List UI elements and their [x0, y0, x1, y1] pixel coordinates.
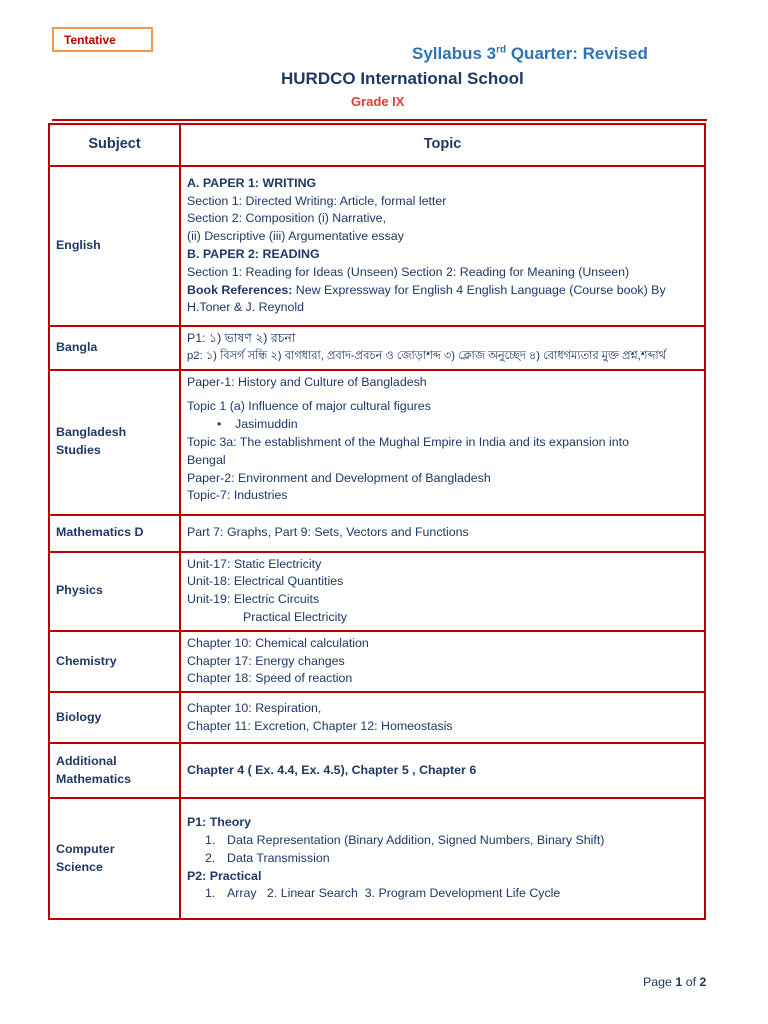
topic-line: Topic 1 (a) Influence of major cultural figures: [187, 399, 431, 414]
item-text: Array 2. Linear Search 3. Program Development Life Cycle: [227, 886, 561, 901]
topic-column-header: Topic: [180, 124, 705, 166]
table-row: [49, 692, 705, 743]
topic-line: Section 1: Directed Writing: Article, formal letter: [187, 193, 447, 208]
topic-biology: [180, 692, 705, 743]
table-row: [49, 743, 705, 798]
item-number: 1.: [205, 886, 216, 901]
topic-line: A. PAPER 1: WRITING: [187, 175, 317, 190]
topic-english: [180, 166, 705, 326]
topic-line: Chapter 18: Speed of reaction: [187, 671, 353, 686]
page-mid: of: [682, 975, 700, 989]
topic-line: B. PAPER 2: READING: [187, 247, 320, 261]
topic-line: Practical Electricity: [243, 609, 347, 624]
topic-chemistry: [180, 631, 705, 692]
subject-line: Bangladesh: [56, 425, 127, 440]
title-prefix: Syllabus 3: [412, 44, 497, 63]
subject-line: Additional: [56, 753, 117, 768]
subject-line: Computer: [56, 841, 115, 856]
topic-line: Chapter 4 ( Ex. 4.4, Ex. 4.5), Chapter 5 , Chapter 6: [187, 762, 477, 777]
subject-line: Studies: [56, 443, 101, 458]
topic-line: Bengal: [187, 452, 226, 467]
subject-english: English: [49, 166, 180, 326]
topic-line: Chapter 10: Chemical calculation: [187, 635, 369, 650]
tentative-badge: Tentative: [52, 27, 153, 52]
topic-line: Chapter 17: Energy changes: [187, 653, 345, 668]
topic-line: Part 7: Graphs, Part 9: Sets, Vectors and Functions: [187, 525, 469, 540]
subject-physics: Physics: [49, 552, 180, 631]
topic-line: p2: ১) বিসর্গ সন্ধি ২) বাগধারা, প্রবাদ-প্রবচন ও জোড়াশব্দ ৩) ক্লোজ অনুচ্ছেদ ৪) বোধগম্যতার মুক্ত প্রশ্ন,শব্দার্থ: [187, 349, 666, 362]
topic-line: Topic-7: Industries: [187, 488, 288, 503]
numbered-item: [187, 885, 698, 903]
topic-line: Unit-18: Electrical Quantities: [187, 574, 344, 589]
page-current: 1: [675, 975, 683, 989]
syllabus-table: [48, 123, 706, 920]
topic-line: Section 1: Reading for Ideas (Unseen) Section 2: Reading for Meaning (Unseen): [187, 264, 630, 279]
subject-mathematics-d: Mathematics D: [49, 515, 180, 552]
topic-line: P1: Theory: [187, 815, 252, 830]
topic-line: Paper-1: History and Culture of Bangladesh: [187, 374, 427, 389]
topic-bangla: [180, 326, 705, 370]
page-prefix: Page: [643, 975, 676, 989]
topic-line: Paper-2: Environment and Development of Bangladesh: [187, 470, 491, 485]
title-superscript: rd: [496, 44, 507, 56]
header-divider: [52, 119, 707, 121]
topic-line: Topic 3a: The establishment of the Mughal Empire in India and its expansion into: [187, 434, 629, 449]
item-text: Data Transmission: [227, 850, 330, 865]
item-number: 1.: [205, 832, 216, 847]
topic-line: Chapter 11: Excretion, Chapter 12: Homeostasis: [187, 718, 453, 733]
topic-line: P2: Practical: [187, 868, 262, 883]
topic-bullet: • Jasimuddin: [187, 416, 698, 434]
book-references-label: Book References:: [187, 282, 293, 297]
table-row: [49, 552, 705, 631]
subject-chemistry: Chemistry: [49, 631, 180, 692]
subject-biology: Biology: [49, 692, 180, 743]
page-total: 2: [699, 975, 707, 989]
table-header-row: [49, 124, 705, 166]
page-number: [643, 975, 706, 989]
subject-column-header: Subject: [49, 124, 180, 166]
topic-line: P1: ১) ভাষণ ২) রচনা: [187, 331, 296, 345]
topic-line: [187, 282, 698, 300]
topic-bangladesh-studies: [180, 370, 705, 515]
school-name: HURDCO International School: [281, 69, 524, 88]
subject-additional-mathematics: [49, 743, 180, 798]
subject-line: Mathematics: [56, 771, 132, 786]
subject-computer-science: [49, 798, 180, 919]
table-row: [49, 370, 705, 515]
document-title: [412, 44, 648, 64]
table-row: [49, 515, 705, 552]
subject-bangladesh-studies: [49, 370, 180, 515]
topic-computer-science: [180, 798, 705, 919]
subject-bangla: Bangla: [49, 326, 180, 370]
subject-line: Science: [56, 859, 103, 874]
topic-line: Unit-19: Electric Circuits: [187, 592, 320, 607]
table-row: [49, 166, 705, 326]
topic-line: H.Toner & J. Reynold: [187, 300, 305, 315]
topic-line: Unit-17: Static Electricity: [187, 556, 322, 571]
table-row: [49, 798, 705, 919]
numbered-item: [187, 850, 698, 868]
numbered-item: [187, 832, 698, 850]
item-text: Data Representation (Binary Addition, Signed Numbers, Binary Shift): [227, 832, 605, 847]
item-number: 2.: [205, 850, 216, 865]
spacer: [187, 391, 698, 398]
topic-line: (ii) Descriptive (iii) Argumentative essay: [187, 229, 404, 244]
topic-line: Section 2: Composition (i) Narrative,: [187, 211, 387, 226]
grade-label: Grade IX: [351, 94, 405, 109]
table-row: [49, 631, 705, 692]
table-row: [49, 326, 705, 370]
book-references-text: New Expressway for English 4 English Language (Course book) By: [292, 282, 666, 297]
topic-mathematics-d: [180, 515, 705, 552]
topic-physics: [180, 552, 705, 631]
topic-line: Chapter 10: Respiration,: [187, 700, 322, 715]
title-suffix: Quarter: Revised: [506, 44, 648, 63]
topic-additional-mathematics: [180, 743, 705, 798]
